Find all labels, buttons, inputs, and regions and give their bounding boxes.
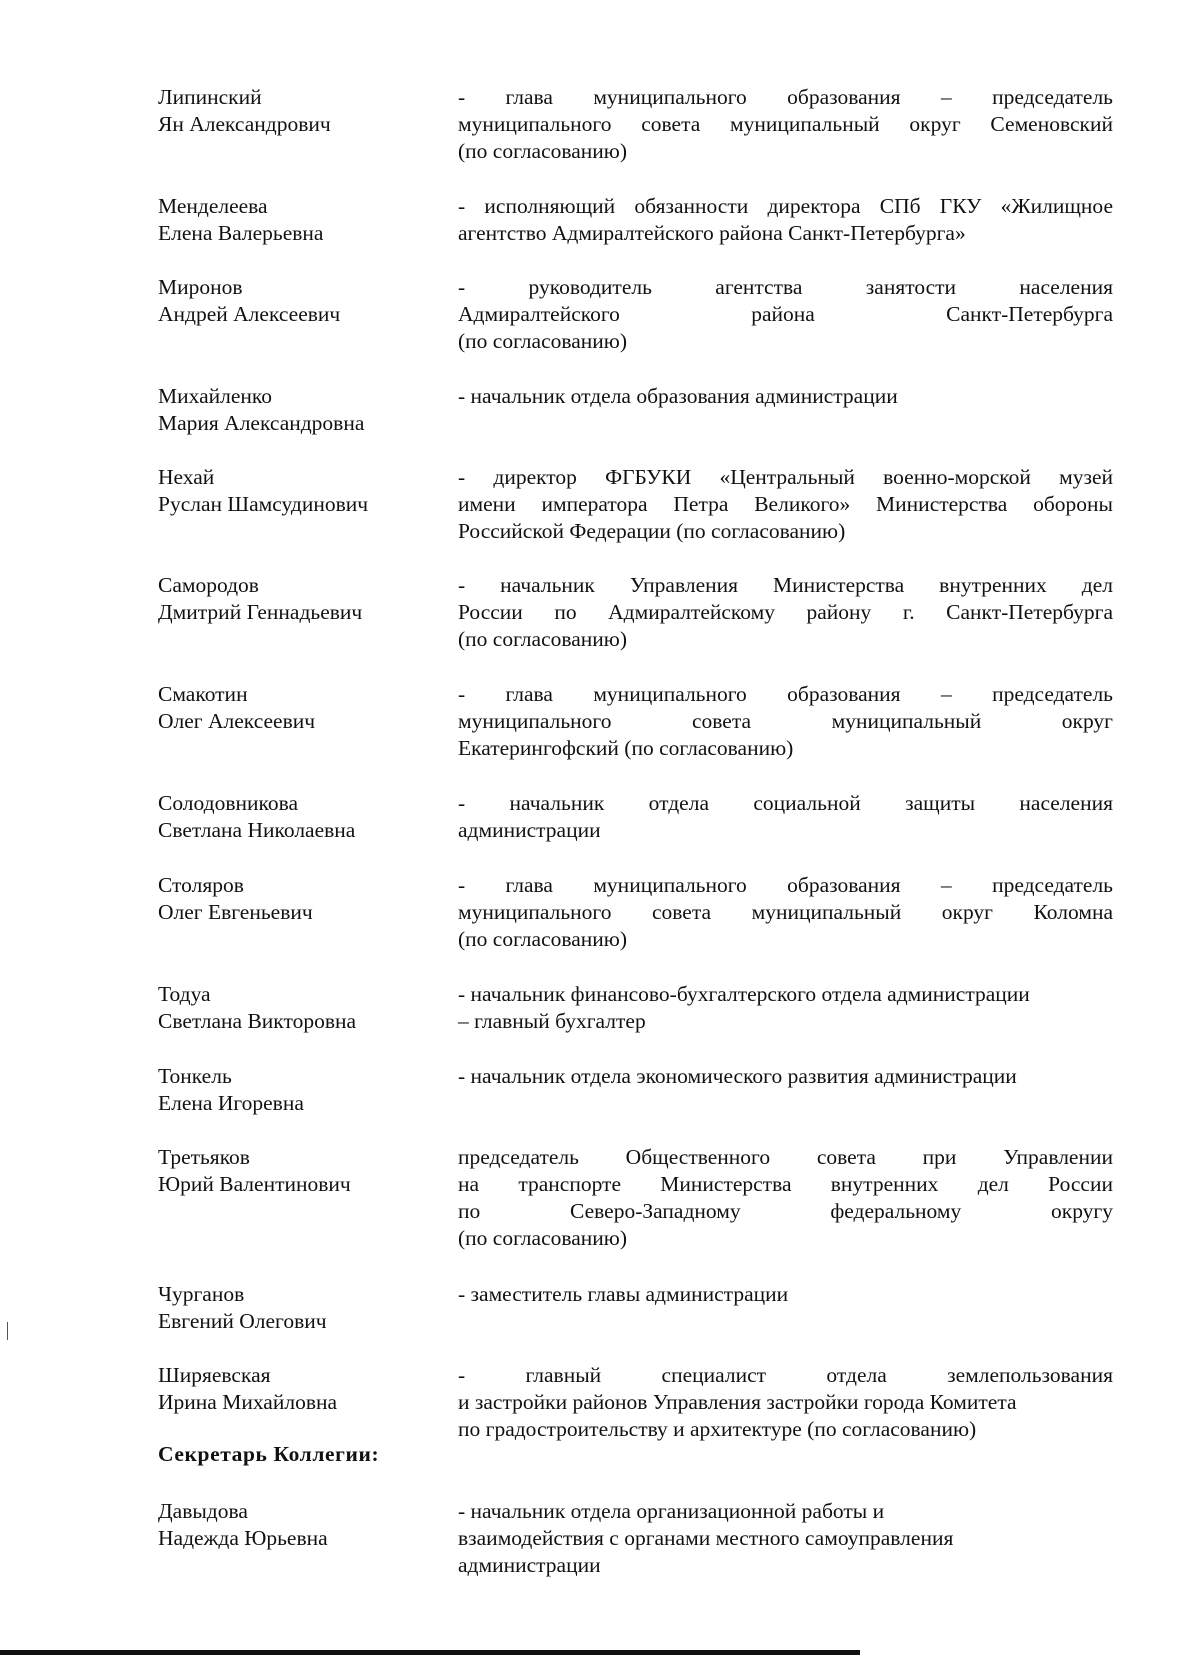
member-surname: Солодовникова bbox=[158, 791, 299, 815]
member-role bbox=[458, 872, 1113, 953]
role-line: - глава муниципального образования – председатель bbox=[458, 85, 1113, 109]
role-line: взаимодействия с органами местного самоуправления bbox=[458, 1526, 954, 1550]
role-line: - начальник отдела образования администрации bbox=[458, 384, 898, 408]
member-given-name: Ян Александрович bbox=[158, 112, 331, 136]
scan-margin-mark bbox=[7, 1322, 8, 1340]
member-role bbox=[458, 790, 1113, 844]
member-surname: Самородов bbox=[158, 573, 259, 597]
member-role bbox=[458, 383, 1113, 410]
member-surname: Михайленко bbox=[158, 384, 273, 408]
member-given-name: Олег Евгеньевич bbox=[158, 900, 313, 924]
page-bottom-rule bbox=[0, 1650, 860, 1655]
role-line: председатель Общественного совета при Управлении bbox=[458, 1145, 1113, 1169]
member-role bbox=[458, 572, 1113, 653]
role-line: (по согласованию) bbox=[458, 1226, 628, 1250]
member-surname: Тонкель bbox=[158, 1064, 232, 1088]
role-line: Адмиралтейского района Санкт-Петербурга bbox=[458, 302, 1113, 326]
member-name bbox=[158, 1281, 438, 1335]
role-line: по градостроительству и архитектуре (по согласованию) bbox=[458, 1417, 977, 1441]
role-line: - главный специалист отдела землепользования bbox=[458, 1363, 1113, 1387]
member-given-name: Андрей Алексеевич bbox=[158, 302, 341, 326]
role-line: - исполняющий обязанности директора СПб ГКУ «Жилищное bbox=[458, 194, 1113, 218]
role-line: - начальник отдела организационной работы и bbox=[458, 1499, 885, 1523]
member-surname: Столяров bbox=[158, 873, 244, 897]
member-role bbox=[458, 84, 1113, 165]
member-surname: Менделеева bbox=[158, 194, 268, 218]
role-line: администрации bbox=[458, 818, 601, 842]
secretary-heading: Секретарь Коллегии: bbox=[158, 1442, 380, 1466]
role-line: - начальник финансово-бухгалтерского отдела администрации bbox=[458, 982, 1030, 1006]
role-line: России по Адмиралтейскому району г. Санкт-Петербурга bbox=[458, 600, 1113, 624]
member-given-name: Руслан Шамсудинович bbox=[158, 492, 369, 516]
role-line: и застройки районов Управления застройки города Комитета bbox=[458, 1390, 1017, 1414]
member-given-name: Дмитрий Геннадьевич bbox=[158, 600, 363, 624]
role-line: - заместитель главы администрации bbox=[458, 1282, 789, 1306]
member-name bbox=[158, 193, 438, 247]
member-name bbox=[158, 1362, 438, 1416]
role-line: (по согласованию) bbox=[458, 927, 628, 951]
member-given-name: Надежда Юрьевна bbox=[158, 1526, 328, 1550]
member-given-name: Олег Алексеевич bbox=[158, 709, 316, 733]
member-name bbox=[158, 464, 438, 518]
role-line: администрации bbox=[458, 1553, 601, 1577]
member-name bbox=[158, 84, 438, 138]
role-line: Российской Федерации (по согласованию) bbox=[458, 519, 846, 543]
member-given-name: Светлана Викторовна bbox=[158, 1009, 357, 1033]
role-line: муниципального совета муниципальный округ Коломна bbox=[458, 900, 1113, 924]
role-line: - директор ФГБУКИ «Центральный военно-морской музей bbox=[458, 465, 1113, 489]
role-line: Екатерингофский (по согласованию) bbox=[458, 736, 794, 760]
member-role bbox=[458, 464, 1113, 545]
member-name bbox=[158, 872, 438, 926]
member-name bbox=[158, 274, 438, 328]
member-surname: Ширяевская bbox=[158, 1363, 271, 1387]
member-surname: Третьяков bbox=[158, 1145, 250, 1169]
member-role bbox=[458, 1281, 1113, 1308]
role-line: муниципального совета муниципальный округ bbox=[458, 709, 1113, 733]
role-line: - руководитель агентства занятости населения bbox=[458, 275, 1113, 299]
member-name bbox=[158, 1144, 438, 1198]
member-surname: Давыдова bbox=[158, 1499, 248, 1523]
member-given-name: Юрий Валентинович bbox=[158, 1172, 351, 1196]
member-role bbox=[458, 274, 1113, 355]
role-line: (по согласованию) bbox=[458, 627, 628, 651]
role-line: – главный бухгалтер bbox=[458, 1009, 646, 1033]
member-role bbox=[458, 1144, 1113, 1252]
member-surname: Миронов bbox=[158, 275, 243, 299]
member-role bbox=[458, 681, 1113, 762]
role-line: - начальник отдела экономического развития администрации bbox=[458, 1064, 1017, 1088]
member-role bbox=[458, 981, 1113, 1035]
member-name bbox=[158, 383, 438, 437]
role-line: по Северо-Западному федеральному округу bbox=[458, 1199, 1113, 1223]
member-given-name: Евгений Олегович bbox=[158, 1309, 327, 1333]
member-name bbox=[158, 1063, 438, 1117]
member-name bbox=[158, 572, 438, 626]
member-given-name: Елена Игоревна bbox=[158, 1091, 304, 1115]
role-line: (по согласованию) bbox=[458, 329, 628, 353]
member-surname: Липинский bbox=[158, 85, 262, 109]
role-line: (по согласованию) bbox=[458, 139, 628, 163]
member-surname: Нехай bbox=[158, 465, 215, 489]
member-given-name: Светлана Николаевна bbox=[158, 818, 356, 842]
member-role bbox=[458, 193, 1113, 247]
member-given-name: Ирина Михайловна bbox=[158, 1390, 338, 1414]
member-surname: Смакотин bbox=[158, 682, 248, 706]
role-line: - глава муниципального образования – председатель bbox=[458, 682, 1113, 706]
role-line: агентство Адмиралтейского района Санкт-Петербурга» bbox=[458, 221, 966, 245]
member-name bbox=[158, 681, 438, 735]
role-line: муниципального совета муниципальный округ Семеновский bbox=[458, 112, 1113, 136]
role-line: - глава муниципального образования – председатель bbox=[458, 873, 1113, 897]
member-given-name: Елена Валерьевна bbox=[158, 221, 324, 245]
member-surname: Тодуа bbox=[158, 982, 211, 1006]
member-name bbox=[158, 790, 438, 844]
role-line: на транспорте Министерства внутренних дел России bbox=[458, 1172, 1113, 1196]
member-role bbox=[458, 1498, 1113, 1579]
member-role bbox=[458, 1063, 1113, 1090]
role-line: - начальник отдела социальной защиты населения bbox=[458, 791, 1113, 815]
member-given-name: Мария Александровна bbox=[158, 411, 365, 435]
member-role bbox=[458, 1362, 1113, 1443]
member-name bbox=[158, 981, 438, 1035]
role-line: - начальник Управления Министерства внутренних дел bbox=[458, 573, 1113, 597]
member-surname: Чурганов bbox=[158, 1282, 245, 1306]
member-name bbox=[158, 1498, 438, 1552]
role-line: имени императора Петра Великого» Министерства обороны bbox=[458, 492, 1113, 516]
